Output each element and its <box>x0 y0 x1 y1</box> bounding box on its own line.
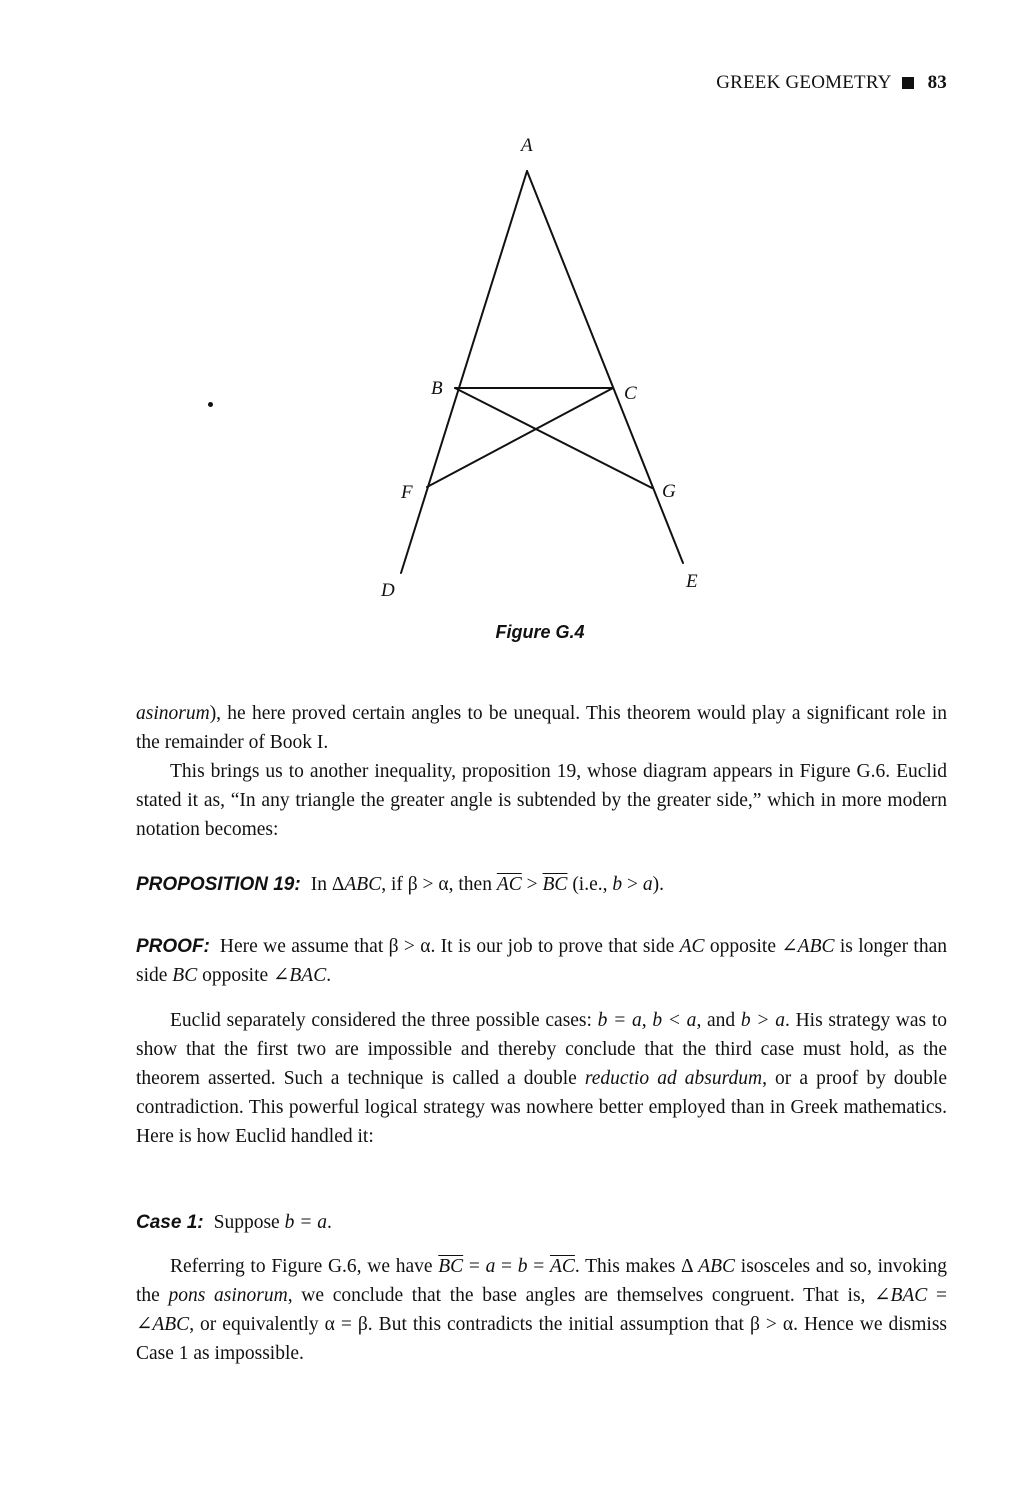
proof-paragraph: PROOF: Here we assume that β > α. It is our job to prove that side AC opposite ∠ABC is longer than side BC opposite ∠BAC. <box>136 936 947 986</box>
label-c: C <box>624 383 637 404</box>
label-b: B <box>431 378 443 399</box>
line-a-d <box>401 171 527 573</box>
label-f: F <box>401 482 413 503</box>
label-d: D <box>381 580 395 601</box>
page-number: 83 <box>927 72 947 93</box>
segment-b-g <box>455 388 652 488</box>
label-g: G <box>662 481 676 502</box>
label-e: E <box>686 571 698 592</box>
paragraph-continuation: asinorum), he here proved certain angles to be unequal. This theorem would play a significant role in the remainder of Book I. This brings us to another inequality, proposition 19, whose diagram appears in Figure G.6. Euclid stated it as, “In any triangle the greater angle is subtended by the greater side,” which in more modern notation becomes: <box>136 699 947 844</box>
italic-term: asinorum <box>136 703 210 724</box>
running-head-title: GREEK GEOMETRY <box>716 72 892 93</box>
cases-paragraph: Euclid separately considered the three possible cases: b = a, b < a, and b > a. His strategy was to show that the first two are impossible and thereby conclude that the third case must hold, as the theorem asserted. Such a technique is called a double reductio ad absurdum, or a proof by double contradiction. This powerful logical strategy was nowhere better employed than in Greek mathematics. Here is how Euclid handled it: <box>136 1010 948 1147</box>
line-a-e <box>527 171 683 563</box>
case-1-heading: Case 1: Suppose b = a. <box>136 1212 332 1233</box>
case-1-paragraph: Referring to Figure G.6, we have $\overline{BC} = a = b = \overline{AC}$. This makes Δ ABC isosceles and so, invoking the pons asinorum, we conclude that the base angles are themselves congruent. That is, ∠BAC = ∠ABC, or equivalently α = β. But this contradicts the initial assumption that β > α. Hence we dismiss Case 1 as impossible. <box>136 1256 948 1364</box>
figure-g4-diagram <box>0 0 1024 660</box>
proposition-label: PROPOSITION 19: <box>136 874 301 895</box>
figure-caption: Figure G.4 <box>495 622 585 642</box>
proof-label: PROOF: <box>136 936 210 957</box>
proposition-19: PROPOSITION 19: In ΔABC, if β > α, then $\overline{AC} > \overline{BC}$ (i.e., b > a). <box>136 874 665 895</box>
case-1-label: Case 1: <box>136 1212 204 1233</box>
paragraph-proposition-intro: This brings us to another inequality, proposition 19, whose diagram appears in Figure G.6. Euclid stated it as, “In any triangle the greater angle is subtended by the greater side,” which in more modern notation becomes: <box>136 761 947 840</box>
label-a: A <box>521 135 533 156</box>
stray-dot-mark <box>208 402 213 407</box>
